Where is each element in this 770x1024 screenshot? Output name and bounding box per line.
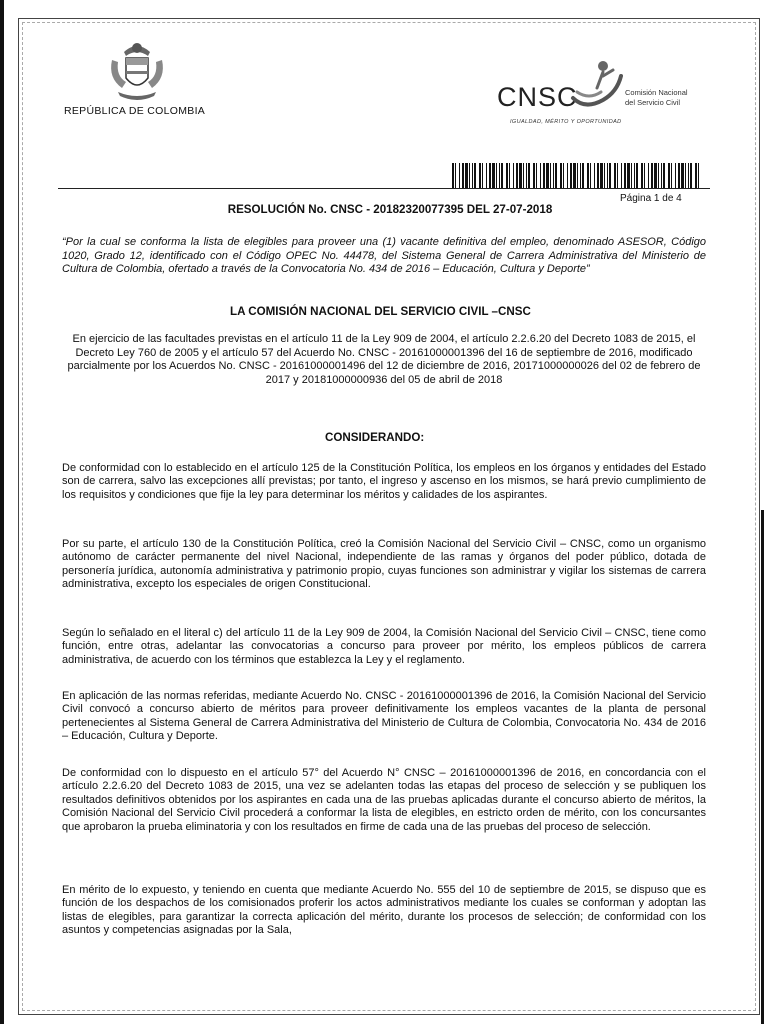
logo-name-line1: Comisión Nacional [625, 88, 688, 97]
paragraph: En aplicación de las normas referidas, mediante Acuerdo No. CNSC - 20161000001396 de 2016, la Comisión Nacional del Servicio Civil convocó a concurso abierto de méritos para proveer definitivamente los empleos vacantes de la planta de personal pertenecientes al Sistema General de Carrera Administrativa del Ministerio de Cultura de Colombia, Convocatoria No. 434 de 2016 – Educación, Cultura y Deporte. [62, 690, 706, 743]
barcode [452, 163, 700, 189]
resolution-subject: “Por la cual se conforma la lista de elegibles para proveer una (1) vacante definitiva del empleo, denominado ASESOR, Código 1020, Grado 12, identificado con el Código OPEC No. 44478, del Sistema General de Carrera Administrativa del Ministerio de Cultura de Colombia, ofertado a través de la Convocatoria No. 434 de 2016 – Educación, Cultura y Deporte” [62, 236, 706, 275]
paragraph: En mérito de lo expuesto, y teniendo en cuenta que mediante Acuerdo No. 555 del 10 de septiembre de 2015, se dispuso que es función de los despachos de los comisionados proferir los actos administrativos mediante los cuales se conforman y adoptan las listas de elegibles, para garantizar la correcta aplicación del mérito, durante los procesos de selección; de conformidad con los asuntos y competencias asignadas por la Sala, [62, 884, 706, 937]
document-title: RESOLUCIÓN No. CNSC - 20182320077395 DEL 27-07-2018 [227, 203, 553, 216]
logo-name [625, 88, 688, 108]
logo-tagline: IGUALDAD, MÉRITO Y OPORTUNIDAD [510, 119, 622, 125]
paragraph: De conformidad con lo dispuesto en el artículo 57° del Acuerdo N° CNSC – 20161000001396 de 2016, en concordancia con el artículo 2.2.6.20 del Decreto 1083 de 2015, una vez se adelanten todas las etapas del proceso de selección y se publiquen los resultados definitivos obtenidos por los aspirantes en cada una de las pruebas aplicadas durante el concurso abierto de méritos, la Comisión Nacional del Servicio Civil procederá a conformar la lista de elegibles, en estricto orden de mérito, con los concursantes que aprobaron la prueba eliminatoria y con los resultados en firme de cada una de las pruebas del proceso de selección. [62, 767, 706, 833]
legal-powers: En ejercicio de las facultades previstas en el artículo 11 de la Ley 909 de 2004, el artículo 2.2.6.20 del Decreto 1083 de 2015, el Decreto Ley 760 de 2005 y el artículo 57 del Acuerdo No. CNSC - 20161000001396 del 16 de septiembre de 2016, modificado parcialmente por los Acuerdos No. CNSC - 20161000001496 del 12 de diciembre de 2016, 20171000000026 del 02 de febrero de 2017 y 20181000000936 del 05 de abril de 2018 [67, 333, 701, 386]
swoosh-figure-icon [567, 58, 627, 110]
header-rule [58, 188, 710, 189]
cnsc-logo [497, 58, 707, 128]
scan-edge-left [0, 0, 4, 1024]
coat-of-arms-icon [104, 38, 170, 104]
considerando-heading: CONSIDERANDO: [325, 431, 425, 444]
logo-acronym: CNSC [497, 82, 578, 112]
authority-heading: LA COMISIÓN NACIONAL DEL SERVICIO CIVIL –CNSC [230, 305, 531, 318]
paragraph: Por su parte, el artículo 130 de la Constitución Política, creó la Comisión Nacional del Servicio Civil – CNSC, como un organismo autónomo de carácter permanente del nivel Nacional, independiente de las ramas y órganos del poder público, dotada de personería jurídica, autonomía administrativa y patrimonio propio, cuyas funciones son administrar y vigilar los sistemas de carrera administrativa, excepto los especiales de origen Constitucional. [62, 538, 706, 591]
paragraph: Según lo señalado en el literal c) del artículo 11 de la Ley 909 de 2004, la Comisión Nacional del Servicio Civil – CNSC, tiene como función, entre otras, adelantar las convocatorias a concurso para proveer por mérito, los empleos públicos de carrera administrativa, de acuerdo con los términos que establezca la Ley y el reglamento. [62, 627, 706, 666]
paragraph: De conformidad con lo establecido en el artículo 125 de la Constitución Política, los empleos en los órganos y entidades del Estado son de carrera, salvo las excepciones allí previstas; por tanto, el ingreso y ascenso en los mismos, se hará previo cumplimiento de los requisitos y condiciones que fije la ley para determinar los méritos y calidades de los aspirantes. [62, 462, 706, 501]
page-indicator: Página 1 de 4 [620, 193, 682, 204]
country-name: REPÚBLICA DE COLOMBIA [64, 105, 206, 117]
logo-name-line2: del Servicio Civil [625, 98, 681, 107]
scan-edge-right [761, 510, 764, 1024]
